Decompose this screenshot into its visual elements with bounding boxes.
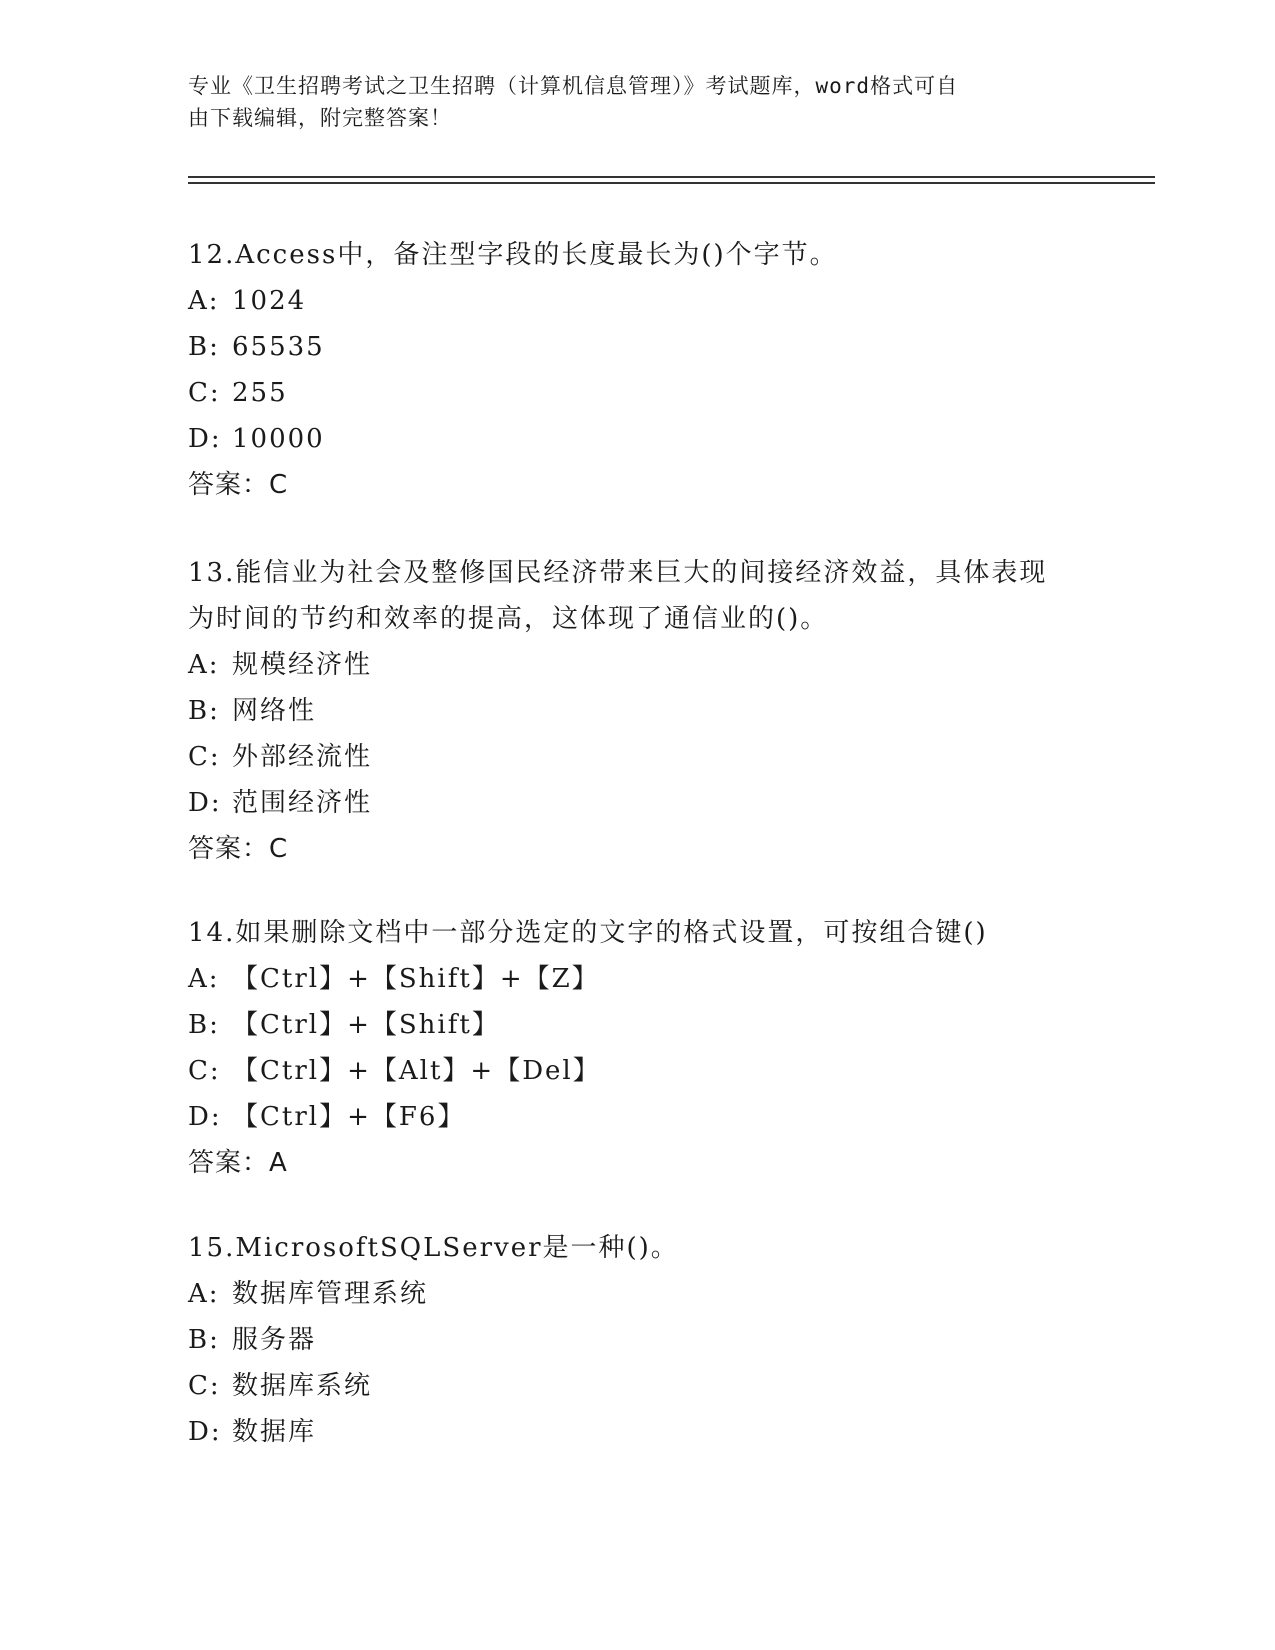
header-divider-top [188, 176, 1155, 178]
option-text: 【Ctrl】+【Shift】+【Z】 [232, 964, 600, 994]
option-d [188, 1094, 1108, 1140]
option-letter: A: [188, 286, 220, 316]
question-stem: 12.Access中，备注型字段的长度最长为()个字节。 [188, 240, 838, 270]
option-text: 【Ctrl】+【Alt】+【Del】 [232, 1056, 601, 1086]
question-stem: 15.MicrosoftSQLServer是一种()。 [188, 1233, 679, 1263]
question-stem: 14.如果删除文档中一部分选定的文字的格式设置，可按组合键() [188, 918, 988, 948]
option-a [188, 642, 1108, 688]
option-text: 范围经济性 [232, 788, 373, 818]
option-text: 【Ctrl】+【F6】 [232, 1102, 466, 1132]
option-text: 外部经流性 [232, 742, 373, 772]
question-14 [188, 910, 1108, 1186]
option-text: 服务器 [232, 1325, 317, 1355]
option-b [188, 1002, 1108, 1048]
option-text: 网络性 [232, 696, 317, 726]
option-letter: B: [188, 696, 220, 726]
question-stem-line-1: 13.能信业为社会及整修国民经济带来巨大的间接经济效益，具体表现 [188, 558, 1048, 588]
option-text: 数据库系统 [232, 1371, 373, 1401]
option-d [188, 780, 1108, 826]
answer-label: 答案：C [188, 834, 289, 864]
option-c [188, 1048, 1108, 1094]
option-a [188, 278, 1108, 324]
document-header [188, 70, 1088, 134]
option-c [188, 734, 1108, 780]
option-text: 1024 [232, 286, 307, 316]
question-15 [188, 1225, 1108, 1455]
header-line-1: 专业《卫生招聘考试之卫生招聘（计算机信息管理）》考试题库，word格式可自 [188, 74, 959, 98]
option-letter: D: [188, 788, 222, 818]
option-b [188, 688, 1108, 734]
header-divider-bottom [188, 182, 1155, 184]
option-b [188, 1317, 1108, 1363]
option-letter: B: [188, 332, 220, 362]
option-letter: C: [188, 378, 221, 408]
option-a [188, 1271, 1108, 1317]
option-c [188, 1363, 1108, 1409]
option-text: 10000 [232, 424, 325, 454]
option-text: 规模经济性 [232, 650, 373, 680]
option-letter: B: [188, 1325, 220, 1355]
question-stem-line-2: 为时间的节约和效率的提高，这体现了通信业的()。 [188, 604, 829, 634]
question-12 [188, 232, 1108, 508]
option-c [188, 370, 1108, 416]
option-letter: C: [188, 1056, 221, 1086]
option-letter: D: [188, 1102, 222, 1132]
option-text: 数据库 [232, 1417, 317, 1447]
option-letter: D: [188, 1417, 222, 1447]
option-letter: C: [188, 1371, 221, 1401]
option-d [188, 416, 1108, 462]
option-text: 65535 [232, 332, 325, 362]
answer-label: 答案：C [188, 470, 289, 500]
answer-label: 答案：A [188, 1148, 288, 1178]
option-letter: C: [188, 742, 221, 772]
option-b [188, 324, 1108, 370]
option-text: 255 [232, 378, 288, 408]
header-line-2: 由下载编辑，附完整答案！ [188, 106, 452, 130]
option-a [188, 956, 1108, 1002]
option-text: 【Ctrl】+【Shift】 [232, 1010, 500, 1040]
option-letter: A: [188, 964, 220, 994]
question-13 [188, 550, 1108, 872]
option-letter: A: [188, 650, 220, 680]
option-text: 数据库管理系统 [232, 1279, 429, 1309]
option-letter: B: [188, 1010, 220, 1040]
option-d [188, 1409, 1108, 1455]
option-letter: D: [188, 424, 222, 454]
option-letter: A: [188, 1279, 220, 1309]
